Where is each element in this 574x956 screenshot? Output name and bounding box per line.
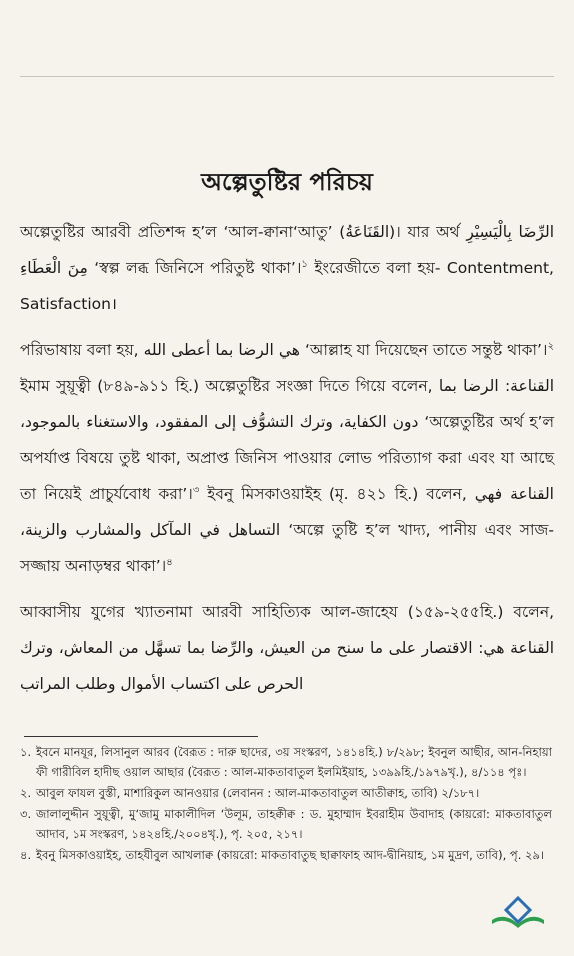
- para1-text-a: অল্পেতুষ্টির আরবী প্রতিশব্দ হ’ল ‘আল-ক্বানা‘আতু’ (: [20, 223, 346, 241]
- para2-text-a: পরিভাষায় বলা হয়,: [20, 341, 144, 359]
- footnote-text: আবুল ফাযল বুস্তী, মাশারিকুল আনওয়ার (লেবানন : আল-মাকতাবাতুল আতীক্বাহ, তাবি) ২/১৮৭।: [36, 786, 480, 800]
- para2-text-c: ইমাম সুয়ূত্বী (৮৪৯-৯১১ হি.) অল্পেতুষ্টির সংজ্ঞা দিতে গিয়ে বলেন,: [20, 377, 439, 395]
- arabic-definition: الرِّضَا بِالْيَسِيْرِ مِنَ الْعَطَاءِ: [20, 223, 555, 277]
- paragraph-2: [20, 332, 554, 584]
- footnote-text: জালালুদ্দীন সুয়ূত্বী, মু‘জামু মাকালীদিল ‘উলূম, তাহক্বীক্ব : ড. মুহাম্মাদ ইবরাহীম উবাদাহ (কায়রো: মাকতাবাতুল আদাব, ১ম সংস্করণ, ১৪২৪হি./২০০৪খৃ.), পৃ. ২০৫, ২১৭।: [36, 807, 552, 841]
- arabic-quote-2: القناعة: الرضا بما دون الكفاية، وترك التشوُّف إلى المفقود، والاستغناء بالموجود،: [20, 377, 554, 431]
- footnote-separator: [24, 736, 258, 737]
- para1-text-b: )। যার অর্থ: [389, 223, 467, 241]
- footnote-ref-3: ৩: [192, 484, 200, 496]
- footnote-ref-2: ২: [547, 340, 554, 352]
- footnote-item: [20, 845, 552, 865]
- para2-text-f: ‘অল্পে তুষ্টি হ’ল খাদ্য, পানীয় এবং সাজ-সজ্জায় অনাড়ম্বর থাকা’।: [20, 521, 554, 575]
- footnote-text: ইবনু মিসকাওয়াইহ, তাহযীবুল আখলাক্ব (কায়রো: মাকতাবাতুছ ছাক্বাফাহ আদ-দ্বীনিয়াহ, ১ম মুদ্রণ, তাবি), পৃ. ২৯।: [36, 848, 545, 862]
- para1-text-d: ইংরেজীতে বলা হয়- Contentment, Satisfaction।: [20, 259, 554, 313]
- running-header-faint: [20, 56, 554, 74]
- paragraph-1: [20, 214, 554, 322]
- footnote-number: ৪.: [20, 848, 32, 862]
- book-logo-icon: [488, 894, 548, 934]
- para2-text-b: ‘আল্লাহ যা দিয়েছেন তাতে সন্তুষ্ট থাকা’।: [299, 341, 548, 359]
- footnotes: [20, 742, 552, 866]
- footnote-number: ৩.: [20, 807, 32, 821]
- arabic-quote-4: القناعة هي: الاقتصار على ما سنح من العيش، والرِّضا بما تسهَّل من المعاش، وترك الحرص على اكتساب الأموال وطلب المراتب: [20, 639, 554, 693]
- para2-text-e: ইবনু মিসকাওয়াইহ (মৃ. ৪২১ হি.) বলেন,: [199, 485, 475, 503]
- footnote-ref-1: ১: [301, 258, 308, 270]
- footnote-item: [20, 783, 552, 803]
- arabic-term: القَنَاعَةُ: [345, 223, 390, 241]
- footnote-number: ১.: [20, 745, 32, 759]
- para3-text-a: আব্বাসীয় যুগের খ্যাতনামা আরবী সাহিত্যিক আল-জাহেয (১৫৯-২৫৫হি.) বলেন,: [20, 603, 554, 621]
- arabic-quote-3: القناعة فهي التساهل في المآكل والمشارب والزينة،: [20, 485, 554, 539]
- footnote-ref-4: ৪: [166, 556, 173, 568]
- header-rule: [20, 76, 554, 77]
- body-text: [20, 214, 554, 712]
- paragraph-3: [20, 594, 554, 702]
- footnote-item: [20, 742, 552, 782]
- para2-text-d: ‘অল্পেতুষ্টির অর্থ হ’ল অপর্যাপ্ত বিষয়ে তুষ্ট থাকা, অপ্রাপ্ত জিনিস পাওয়ার লোভ পরিত্যাগ করা এবং যা আছে তা নিয়েই প্রাচুর্যবোধ করা’।: [20, 413, 554, 503]
- para1-text-c: ‘স্বল্প লব্ধ জিনিসে পরিতুষ্ট থাকা’।: [87, 259, 302, 277]
- section-title: অল্পেতুষ্টির পরিচয়: [201, 168, 373, 196]
- footnote-number: ২.: [20, 786, 32, 800]
- arabic-quote-1: هي الرضا بما أعطى الله: [143, 341, 300, 359]
- footnote-item: [20, 804, 552, 844]
- footnote-text: ইবনে মানযূর, লিসানুল আরব (বৈরূত : দারু ছাদের, ৩য় সংস্করণ, ১৪১৪হি.) ৮/২৯৮; ইবনুল আছীর, আন-নিহায়া ফী গারীবিল হাদীছ ওয়াল আছার (বৈরূত : আল-মাকতাবাতুল ইলমিইয়াহ, ১৩৯৯হি./১৯৭৯খৃ.), ৪/১১৪ পৃঃ।: [36, 745, 552, 779]
